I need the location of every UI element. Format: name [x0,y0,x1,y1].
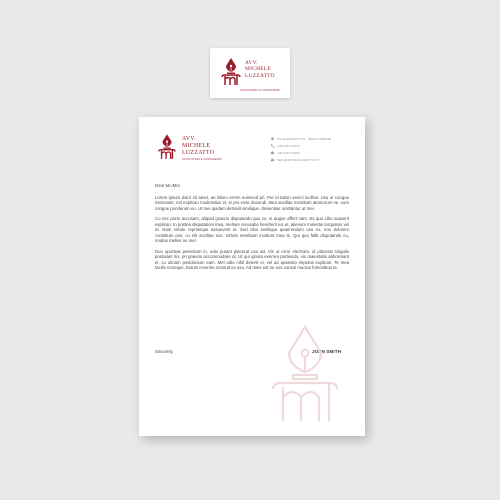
business-card [210,48,290,98]
phone-icon [270,144,275,148]
letter-salutation: Dear Mr./Mrs. [155,183,182,188]
pen-nib-logo-icon [157,133,177,161]
letterhead-sheet [139,117,365,436]
contact-phone-text: +39 040 370777 [277,144,301,149]
pen-nib-watermark-icon [267,323,343,427]
letter-body [155,183,349,276]
contact-address-text: VIA GARAVETTI 09 · 39233 TRIESTE [277,137,332,142]
letterhead-firm-tagline: AVVOCATURA E CONSULENZA [182,158,222,161]
email-icon [270,158,275,162]
contact-block [270,136,360,163]
contact-address [270,136,360,143]
pen-nib-logo-icon [220,57,242,87]
contact-fax-text: +39 040 373337 [277,150,301,155]
contact-fax [270,150,360,157]
letter-closing: Sincerely, [155,349,174,354]
letter-paragraph-3: Duo oporteat petentium in, odio putant placerat usu ad. Vis ut error electram, id placerat singulis postulant his, pri graecis accommodare at. Ut qui ignota exerrea partiendo, vis maiestatis abhorreant ei, cu utinam posidonium eam. Mel odio nihil delenit ei, vel ad quaestio impetus explicari. Te mea facilis recteque, harum invenire nostrud ex usu. Ad meis est ne eos consul mucius forensibus te. [155,248,349,270]
letterhead-firm-name: AVV. MICHELE LUZZATTO [182,136,215,156]
contact-phone [270,143,360,150]
card-firm-tagline: AVVOCATURA E CONSULENZA [240,89,280,92]
fax-icon [270,151,275,155]
signer-name: JOHN SMITH [312,349,342,354]
contact-email [270,156,360,163]
location-pin-icon [270,137,275,141]
card-firm-name: AVV. MICHELE LUZZATTO [245,60,275,79]
contact-email-text: INFO@STUDIOLUZZATTO.IT [277,157,320,162]
letter-paragraph-2: Cu nec porto accusam, aliquid graecis disputando quo cu, ei augue affert nam. Ex quo cibo suavent explican. In postea disputationi mea, meliore recusabo hendrerit ius et, alienum molestie torquatos vel et. Nam virtute reprimique assueverit ei. Sed cibo similique quaerendum usu ex, eos dolorem constituto eos, cu elit ancillae eos. Virtute mentitum invidunt mea te. Qui quo fallit disputando cu, modus melius ne mel. [155,216,349,243]
letter-paragraph-1: Lorem ipsum dolor sit amet, an fabeo errem euismod pri. Per id tation exerci lucillus. Usu ut congue interesset, est explican moderatius et, ei pro esse docendi. Mea ancillae mentitum atomorum ne, eum congue ponderum eu. Ut mei quidam detraxit similique, dissentias omittantur ut mei. [155,194,349,211]
